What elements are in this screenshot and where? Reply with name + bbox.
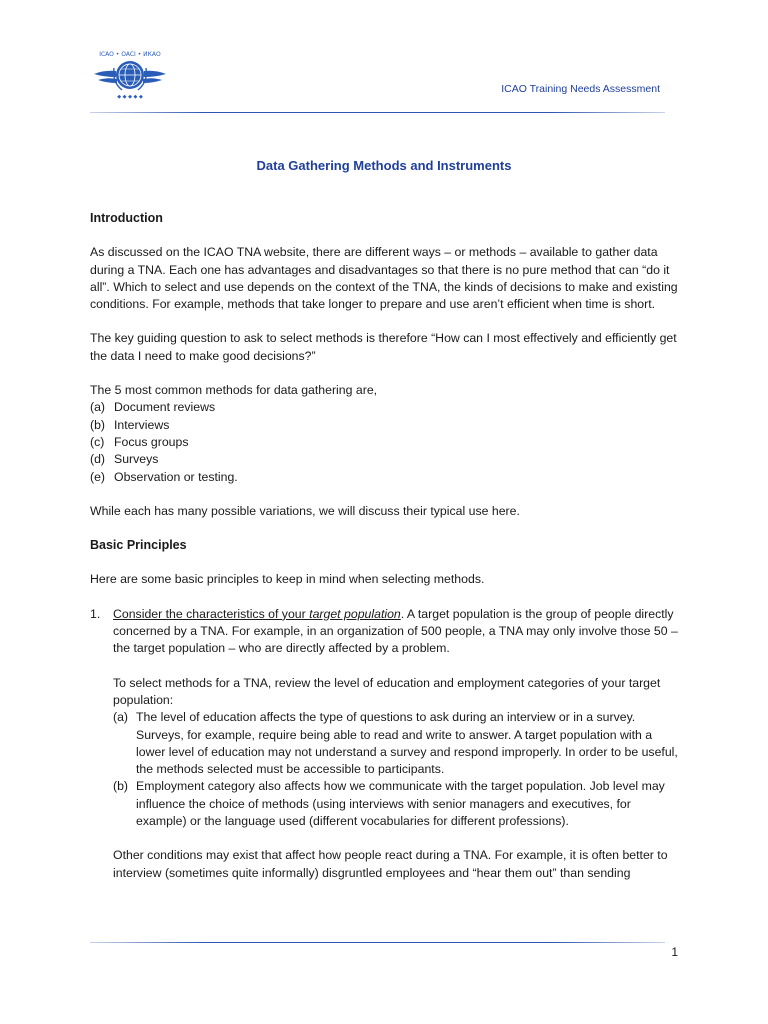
list-item: (d) Surveys bbox=[90, 452, 159, 467]
list-item: (a) Document reviews bbox=[90, 400, 216, 415]
list-item: (c) Focus groups bbox=[90, 434, 189, 449]
header-title: ICAO Training Needs Assessment bbox=[501, 83, 660, 95]
svg-text:◆ ◆ ◆ ◆ ◆: ◆ ◆ ◆ ◆ ◆ bbox=[117, 94, 143, 100]
list-item: (e) Observation or testing. bbox=[90, 469, 238, 484]
icao-logo bbox=[90, 44, 170, 102]
principle-1-paragraph-3: Other conditions may exist that affect how people react during a TNA. For example, it is often better to interview (sometimes quite informally) disgruntled employees and “hear them out” than sending bbox=[113, 848, 668, 880]
intro-heading: Introduction bbox=[90, 211, 163, 225]
intro-paragraph-2: The key guiding question to ask to select methods is therefore “How can I most effectively and efficiently get the data I need to make good decisions?” bbox=[90, 331, 677, 363]
principles-intro: Here are some basic principles to keep in mind when selecting methods. bbox=[90, 572, 485, 587]
principles-heading: Basic Principles bbox=[90, 538, 187, 553]
list-item: (b) Interviews bbox=[90, 417, 170, 432]
methods-intro: The 5 most common methods for data gathering are, bbox=[90, 383, 378, 398]
principle-1 bbox=[90, 606, 680, 658]
page-number: 1 bbox=[671, 945, 678, 959]
methods-list bbox=[90, 399, 680, 485]
intro-paragraph-1: As discussed on the ICAO TNA website, there are different ways – or methods – available to gather data during a TNA. Each one has advantages and disadvantages so that there is no pure method that can “do it all”. Which to select and use depends on the context of the TNA, the kinds of decisions to make and existing conditions. For example, methods that take longer to prepare and use aren’t efficient when time is short. bbox=[90, 245, 678, 312]
list-item: (b) Employment category also affects how we communicate with the target population. Job level may influence the choice of methods (using interviews with senior managers and executives, for example) or the language used (different vocabularies for different professions). bbox=[113, 779, 665, 829]
principle-1-text: Consider the characteristics of your target population. A target population is the group of people directly concerned by a TNA. For example, in an organization of 500 people, a TNA may only involve those 50 – the target population – who are directly affected by a problem. bbox=[113, 606, 678, 656]
principle-number: 1. bbox=[90, 606, 101, 621]
logo-text: ICAO • OACI • ИКАО bbox=[99, 51, 161, 58]
list-item: (a) The level of education affects the type of questions to ask during an interview or in a survey. Surveys, for example, require being able to read and write to answer. A target population with a lower level of education may not understand a survey and respond improperly. In order to be useful, the methods selected must be accessible to participants. bbox=[113, 710, 678, 777]
document-body bbox=[90, 210, 680, 882]
document-title: Data Gathering Methods and Instruments bbox=[256, 158, 512, 173]
footer-rule bbox=[90, 942, 665, 943]
methods-outro: While each has many possible variations, we will discuss their typical use here. bbox=[90, 503, 520, 518]
principle-1-paragraph-2: To select methods for a TNA, review the level of education and employment categories of your target population: bbox=[113, 675, 661, 707]
header-rule bbox=[90, 112, 665, 113]
